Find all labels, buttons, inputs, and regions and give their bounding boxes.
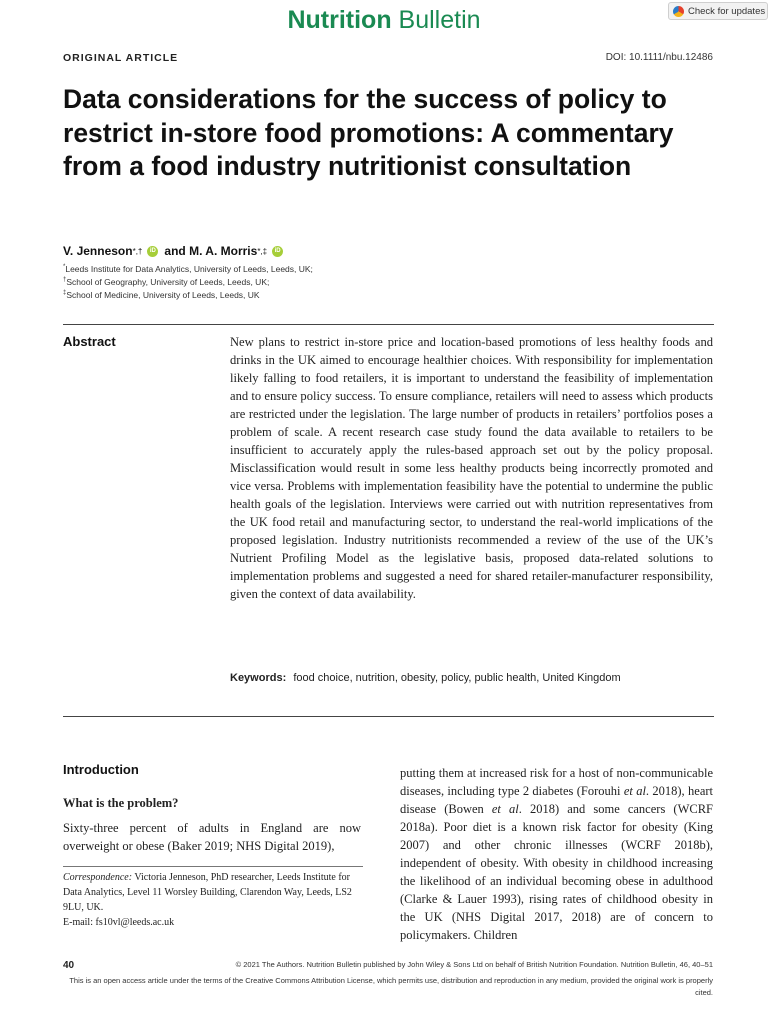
text-run-italic: et al	[491, 802, 519, 816]
crossmark-icon	[673, 6, 684, 17]
divider	[63, 716, 714, 717]
author-separator: and	[164, 244, 186, 258]
journal-title-light: Bulletin	[398, 6, 481, 34]
affiliation	[63, 264, 313, 274]
author-1-affiliation-marks: *,†	[132, 246, 143, 256]
keywords-label: Keywords:	[230, 672, 287, 684]
check-for-updates-label: Check for updates	[688, 5, 766, 17]
orcid-icon[interactable]: iD	[272, 246, 283, 257]
abstract-text: New plans to restrict in-store price and location-based promotions of less healthy foods and drinks in the UK aimed to encourage healthier choices. With responsibility for implementation likely falling to food retailers, it is important to understand the feasibility of implementation and to ensure policy success. To ensure compliance, retailers will need to assess which products are restricted under the legislation. The large number of products in retailers’ portfolios poses a problem of scale. A recent research case study found the data available to retailers to be insufficient to accurately apply the rules-based approach set out by the policy proposal. Misclassification would result in some less healthy products being incorrectly promoted and vice versa. Problems with implementation feasibility have the potential to undermine the public health goals of the legislation. Interviews were carried out with nutrition representatives from the UK food retail and manufacturing sector, to understand the real-world implications of the proposed legislation. Industry nutritionists recommended a review of the use of the UK’s Nutrient Profiling Model as the legislative basis, proposed data-related solutions to implementation problems and suggested a need for shared retailer-manufacturer responsibility, given the context of data availability.	[230, 335, 713, 601]
doi-link[interactable]: DOI: 10.1111/nbu.12486	[605, 52, 713, 63]
correspondence-divider	[63, 866, 363, 867]
check-for-updates-button[interactable]	[668, 2, 768, 20]
correspondence	[63, 870, 363, 930]
affiliation-text: School of Geography, University of Leeds, Leeds, UK;	[66, 277, 270, 287]
body-paragraph-col1: Sixty-three percent of adults in England are now overweight or obese (Baker 2019; NHS Digital 2019),	[63, 821, 361, 853]
article-type: ORIGINAL ARTICLE	[63, 52, 179, 64]
journal-title	[0, 6, 768, 35]
author-1[interactable]: V. Jenneson	[63, 244, 133, 258]
text-run: putting them at increased risk for a host of non-communicable diseases, including type 2 diabetes (Forouhi	[400, 766, 713, 798]
affiliation	[63, 277, 269, 287]
affiliation-text: Leeds Institute for Data Analytics, University of Leeds, Leeds, UK;	[65, 264, 313, 274]
journal-title-bold: Nutrition	[287, 6, 392, 34]
affiliation-mark: *	[63, 264, 66, 271]
orcid-icon[interactable]: iD	[147, 246, 158, 257]
abstract-heading: Abstract	[63, 334, 116, 349]
text-run: . 2018), heart disease (Bowen	[400, 784, 713, 816]
author-2-affiliation-marks: *,‡	[257, 246, 268, 256]
keywords	[230, 672, 713, 684]
correspondence-label: Correspondence:	[63, 872, 133, 883]
article-title: Data considerations for the success of policy to restrict in-store food promotions: A commentary from a food industry nutritionist consultation	[63, 84, 674, 181]
correspondence-address: Victoria Jenneson, PhD researcher, Leeds Institute for Data Analytics, Level 11 Worsley Building, Clarendon Way, Leeds, LS2 9LU, UK.	[63, 872, 352, 913]
correspondence-email[interactable]: E-mail: fs10vl@leeds.ac.uk	[63, 917, 175, 928]
footer-license: This is an open access article under the terms of the Creative Commons Attribution License, which permits use, distribution and reproduction in any medium, provided the original work is properly cited.	[69, 976, 713, 997]
author-list	[63, 244, 289, 258]
affiliation-text: School of Medicine, University of Leeds, Leeds, UK	[66, 290, 260, 300]
affiliation-mark: †	[63, 277, 67, 284]
keywords-list: food choice, nutrition, obesity, policy, public health, United Kingdom	[293, 672, 621, 684]
footer-copyright: © 2021 The Authors. Nutrition Bulletin published by John Wiley & Sons Ltd on behalf of British Nutrition Foundation. Nutrition Bulletin, 46, 40–51	[235, 960, 713, 969]
subsection-heading: What is the problem?	[63, 796, 179, 810]
affiliation-mark: ‡	[63, 290, 67, 297]
body-paragraph-col2	[400, 764, 713, 944]
affiliation	[63, 290, 260, 300]
text-run-italic: et al	[623, 784, 646, 798]
author-2[interactable]: M. A. Morris	[189, 244, 258, 258]
text-run: . 2018) and some cancers (WCRF 2018a). Poor diet is a known risk factor for obesity (King 2007) and other chronic illnesses (WCRF 2018b), independent of obesity. With obesity in childhood increasing the likelihood of an individual becoming obese in adulthood (Clarke & Lauer 1993), rising rates of childhood obesity in the UK (NHS Digital 2017, 2018) are of concern to policymakers. Children	[400, 802, 713, 942]
divider	[63, 324, 714, 325]
page-number: 40	[63, 960, 75, 971]
section-heading-introduction: Introduction	[63, 762, 139, 777]
